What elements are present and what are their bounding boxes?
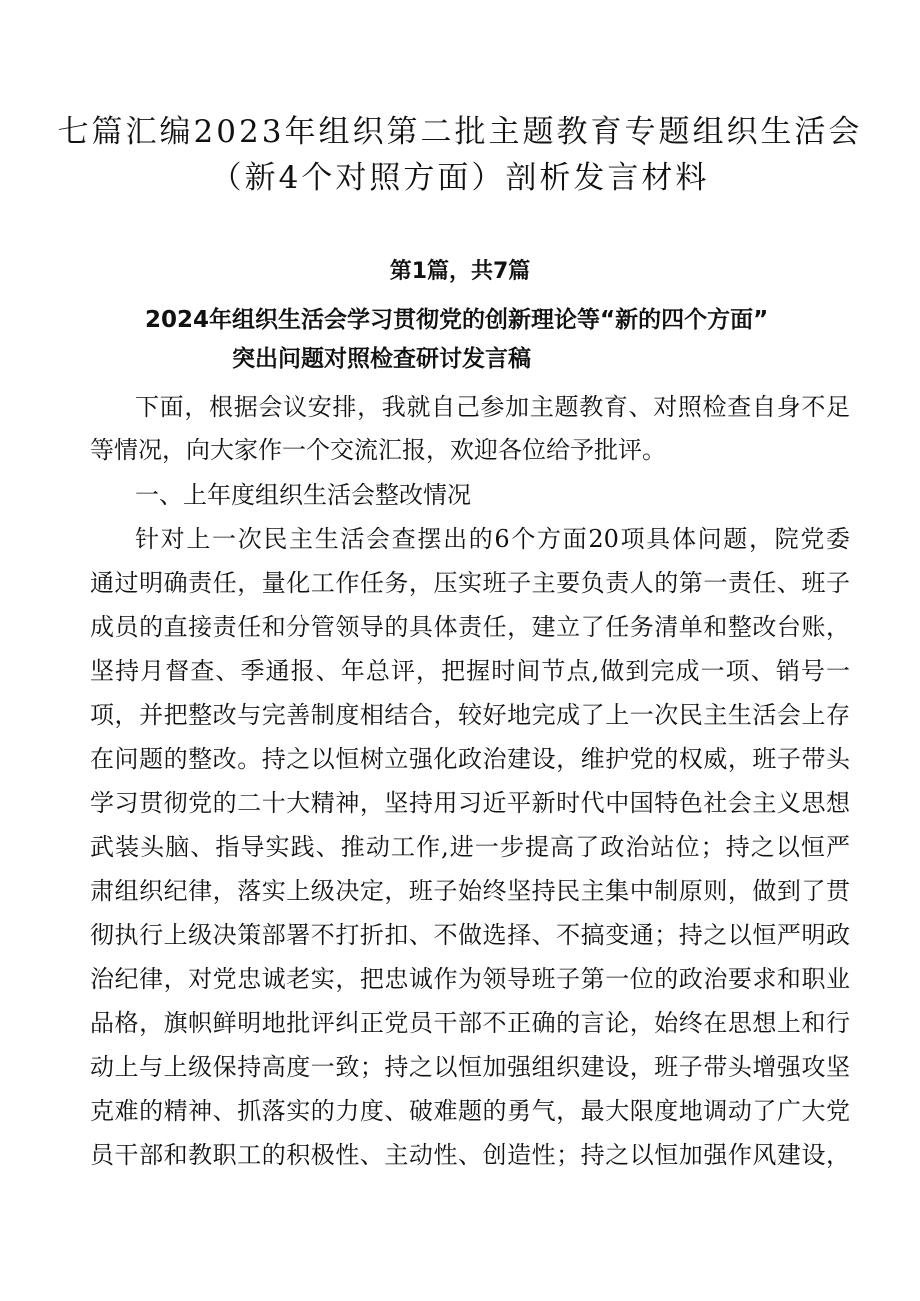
body-text-line: 项，并把整改与完善制度相结合，较好地完成了上一次民主生活会上存 <box>90 701 850 729</box>
document-title-line-2: （新4个对照方面）剖析发言材料 <box>210 160 710 196</box>
section-heading: 一、上年度组织生活会整改情况 <box>135 481 471 509</box>
section-title-line-1: 2024年组织生活会学习贯彻党的创新理论等“新的四个方面” <box>145 307 769 333</box>
body-text-line: 学习贯彻党的二十大精神，坚持用习近平新时代中国特色社会主义思想 <box>90 789 850 817</box>
body-text-line: 彻执行上级决策部署不打折扣、不做选择、不搞变通；持之以恒严明政 <box>90 921 850 949</box>
body-text-line: 肃组织纪律，落实上级决定，班子始终坚持民主集中制原则，做到了贯 <box>90 877 850 905</box>
document-title-line-1: 七篇汇编2023年组织第二批主题教育专题组织生活会 <box>57 114 863 150</box>
part-label: 第1篇，共7篇 <box>389 259 531 284</box>
body-text-line: 武装头脑、指导实践、推动工作,进一步提高了政治站位；持之以恒严 <box>90 833 850 861</box>
body-text-line: 通过明确责任，量化工作任务，压实班子主要负责人的第一责任、班子 <box>90 569 850 597</box>
body-text-line: 治纪律，对党忠诚老实，把忠诚作为领导班子第一位的政治要求和职业 <box>90 965 850 993</box>
body-text-line: 成员的直接责任和分管领导的具体责任，建立了任务清单和整改台账， <box>90 613 850 641</box>
body-text-line: 下面，根据会议安排，我就自己参加主题教育、对照检查自身不足 <box>135 393 850 421</box>
body-text-line: 动上与上级保持高度一致；持之以恒加强组织建设，班子带头增强攻坚 <box>90 1053 850 1081</box>
body-text-line: 坚持月督查、季通报、年总评，把握时间节点,做到完成一项、销号一 <box>90 657 850 685</box>
body-text-line: 针对上一次民主生活会查摆出的6个方面20项具体问题，院党委 <box>135 525 850 553</box>
body-text-line: 克难的精神、抓落实的力度、破难题的勇气，最大限度地调动了广大党 <box>90 1097 850 1125</box>
body-text-line: 等情况，向大家作一个交流汇报，欢迎各位给予批评。 <box>90 436 666 464</box>
body-text-line: 品格，旗帜鲜明地批评纠正党员干部不正确的言论，始终在思想上和行 <box>90 1009 850 1037</box>
body-text-line: 员干部和教职工的积极性、主动性、创造性；持之以恒加强作风建设， <box>90 1141 850 1169</box>
section-title-line-2: 突出问题对照检查研讨发言稿 <box>232 346 531 372</box>
body-text-line: 在问题的整改。持之以恒树立强化政治建设，维护党的权威，班子带头 <box>90 745 850 773</box>
